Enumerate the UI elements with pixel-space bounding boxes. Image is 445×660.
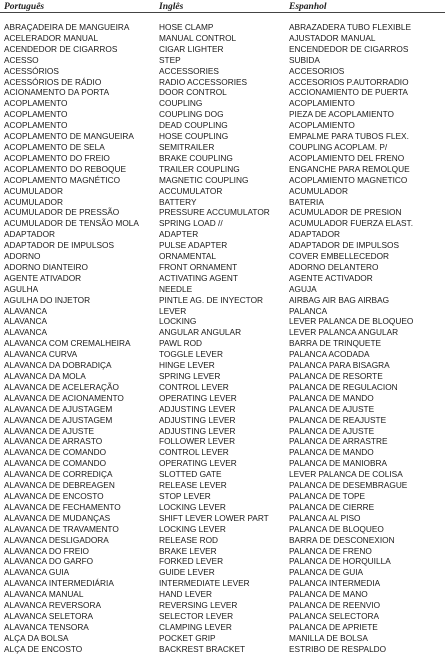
term-english: ADJUSTING LEVER bbox=[159, 425, 236, 436]
glossary-row bbox=[0, 186, 445, 197]
term-english: PULSE ADAPTER bbox=[159, 240, 228, 251]
term-english: ACTIVATING AGENT bbox=[159, 272, 238, 283]
glossary-row bbox=[0, 567, 445, 578]
term-english: CONTROL LEVER bbox=[159, 381, 229, 392]
term-spanish: PALANCA DE MANDO bbox=[289, 392, 374, 403]
term-portuguese: ACUMULADOR DE TENSÃO MOLA bbox=[4, 218, 139, 229]
term-spanish: LEVER PALANCA ANGULAR bbox=[289, 327, 399, 338]
term-portuguese: ALAVANCA MANUAL bbox=[4, 589, 84, 600]
term-portuguese: ALAVANCA DE AJUSTE bbox=[4, 425, 95, 436]
term-spanish: ACCIONAMIENTO DE PUERTA bbox=[289, 87, 408, 98]
term-portuguese: ALAVANCA INTERMEDIÁRIA bbox=[4, 578, 114, 589]
term-portuguese: ALAVANCA DO FREIO bbox=[4, 545, 89, 556]
glossary-row bbox=[0, 469, 445, 480]
glossary-row bbox=[0, 295, 445, 306]
term-portuguese: ALAVANCA bbox=[4, 316, 48, 327]
glossary-row bbox=[0, 382, 445, 393]
glossary-row bbox=[0, 349, 445, 360]
term-portuguese: ACOPLAMENTO bbox=[4, 98, 68, 109]
term-english: BRAKE COUPLING bbox=[159, 152, 233, 163]
term-english: TRAILER COUPLING bbox=[159, 163, 240, 174]
term-english: BRAKE LEVER bbox=[159, 545, 217, 556]
term-portuguese: AGULHA DO INJETOR bbox=[4, 294, 91, 305]
term-portuguese: ALAVANCA COM CREMALHEIRA bbox=[4, 338, 131, 349]
term-spanish: ACOPLAMIENTO MAGNETICO bbox=[289, 174, 408, 185]
term-english: PINTLE AG. DE INYECTOR bbox=[159, 294, 264, 305]
term-spanish: PALANCA DE GUIA bbox=[289, 567, 364, 578]
term-english: ACCUMULATOR bbox=[159, 185, 223, 196]
term-spanish: PALANCA DE MANIOBRA bbox=[289, 458, 388, 469]
header-portuguese: Português bbox=[4, 2, 45, 12]
glossary-row bbox=[0, 404, 445, 415]
term-portuguese: ALAVANCA DE MUDANÇAS bbox=[4, 512, 111, 523]
term-spanish: AGENTE ACTIVADOR bbox=[289, 272, 373, 283]
term-english: ANGULAR ANGULAR bbox=[159, 327, 242, 338]
term-spanish: AJUSTADOR MANUAL bbox=[289, 32, 376, 43]
term-english: FORKED LEVER bbox=[159, 556, 224, 567]
glossary-row bbox=[0, 426, 445, 437]
term-portuguese: ALAVANCA DE CORREDIÇA bbox=[4, 469, 113, 480]
term-spanish: PALANCA DE FRENO bbox=[289, 545, 372, 556]
header-english: Inglês bbox=[159, 2, 184, 12]
term-spanish: PALANCA DE BLOQUEO bbox=[289, 523, 384, 534]
term-english: FRONT ORNAMENT bbox=[159, 261, 238, 272]
glossary-row bbox=[0, 207, 445, 218]
term-portuguese: ACENDEDOR DE CIGARROS bbox=[4, 43, 118, 54]
term-english: ORNAMENTAL bbox=[159, 251, 217, 262]
glossary-row bbox=[0, 131, 445, 142]
term-portuguese: ADAPTADOR bbox=[4, 229, 56, 240]
term-spanish: ACOPLAMIENTO bbox=[289, 120, 355, 131]
term-portuguese: ADORNO DIANTEIRO bbox=[4, 261, 88, 272]
glossary-row bbox=[0, 33, 445, 44]
term-portuguese: ALÇA DA BOLSA bbox=[4, 632, 69, 643]
term-english: OPERATING LEVER bbox=[159, 392, 237, 403]
term-spanish: PALANCA DE REENVIO bbox=[289, 600, 381, 611]
term-spanish: PALANCA bbox=[289, 305, 328, 316]
term-spanish: MANILLA DE BOLSA bbox=[289, 632, 368, 643]
term-english: LOCKING LEVER bbox=[159, 523, 226, 534]
term-english: INTERMEDIATE LEVER bbox=[159, 578, 250, 589]
term-portuguese: ALAVANCA TENSORA bbox=[4, 621, 89, 632]
term-spanish: ESTRIBO DE RESPALDO bbox=[289, 643, 387, 654]
term-portuguese: ACUMULADOR bbox=[4, 185, 64, 196]
glossary-row bbox=[0, 633, 445, 644]
term-english: ADJUSTING LEVER bbox=[159, 414, 236, 425]
glossary-row bbox=[0, 436, 445, 447]
glossary-row bbox=[0, 502, 445, 513]
term-spanish: PALANCA DE AJUSTE bbox=[289, 425, 375, 436]
glossary-row bbox=[0, 120, 445, 131]
term-spanish: LEVER PALANCA DE BLOQUEO bbox=[289, 316, 414, 327]
glossary-row bbox=[0, 284, 445, 295]
term-spanish: PALANCA DE RESORTE bbox=[289, 371, 383, 381]
term-spanish: BARRA DE TRINQUETE bbox=[289, 338, 382, 349]
term-spanish: PALANCA DE MANO bbox=[289, 589, 368, 600]
term-english: SHIFT LEVER LOWER PART bbox=[159, 512, 269, 523]
glossary-row bbox=[0, 535, 445, 546]
term-portuguese: ACESSÓRIOS DE RÁDIO bbox=[4, 76, 102, 87]
term-spanish: ADAPTADOR bbox=[289, 229, 341, 240]
glossary-row bbox=[0, 218, 445, 229]
glossary-row bbox=[0, 327, 445, 338]
term-spanish: PIEZA DE ACOPLAMIENTO bbox=[289, 109, 394, 120]
term-portuguese: ALAVANCA DE COMANDO bbox=[4, 447, 107, 458]
term-english: OPERATING LEVER bbox=[159, 458, 237, 469]
term-english: SELECTOR LEVER bbox=[159, 610, 234, 621]
term-english: COUPLING DOG bbox=[159, 109, 224, 120]
term-spanish: ACUMULADOR DE PRESION bbox=[289, 207, 402, 218]
term-portuguese: ACOPLAMENTO DO REBOQUE bbox=[4, 163, 127, 174]
glossary-row bbox=[0, 513, 445, 524]
glossary-row bbox=[0, 316, 445, 327]
term-portuguese: ACOPLAMENTO DE MANGUEIRA bbox=[4, 131, 134, 142]
term-english: CIGAR LIGHTER bbox=[159, 43, 224, 54]
glossary-table bbox=[0, 22, 445, 655]
term-spanish: EMPALME PARA TUBOS FLEX. bbox=[289, 131, 409, 142]
term-spanish: PALANCA DE AJUSTE bbox=[289, 403, 375, 414]
term-english: RADIO ACCESSORIES bbox=[159, 76, 248, 87]
term-english: SEMITRAILER bbox=[159, 141, 215, 152]
glossary-row bbox=[0, 578, 445, 589]
term-english: RELEASE LEVER bbox=[159, 480, 227, 491]
term-spanish: PALANCA DE MANDO bbox=[289, 447, 374, 458]
glossary-row bbox=[0, 153, 445, 164]
glossary-row bbox=[0, 197, 445, 208]
glossary-row bbox=[0, 546, 445, 557]
term-english: BACKREST BRACKET bbox=[159, 643, 246, 654]
term-portuguese: ACELERADOR MANUAL bbox=[4, 32, 99, 43]
term-portuguese: ALAVANCA DE AJUSTAGEM bbox=[4, 403, 113, 414]
glossary-row bbox=[0, 480, 445, 491]
glossary-row bbox=[0, 87, 445, 98]
term-english: HINGE LEVER bbox=[159, 360, 215, 371]
term-spanish: ACCESORIOS bbox=[289, 65, 345, 76]
term-english: FOLLOWER LEVER bbox=[159, 436, 236, 447]
term-english: PRESSURE ACCUMULATOR bbox=[159, 207, 270, 218]
glossary-row bbox=[0, 98, 445, 109]
glossary-row bbox=[0, 306, 445, 317]
term-spanish: PALANCA DE TOPE bbox=[289, 490, 366, 501]
term-spanish: PALANCA DE REGULACION bbox=[289, 381, 398, 392]
glossary-row bbox=[0, 393, 445, 404]
glossary-row bbox=[0, 644, 445, 655]
term-english: LOCKING LEVER bbox=[159, 501, 226, 512]
term-portuguese: ALAVANCA DE DEBREAGEN bbox=[4, 480, 115, 491]
term-spanish: ACUMULADOR FUERZA ELAST. bbox=[289, 218, 414, 229]
term-portuguese: ACOPLAMENTO DE SELA bbox=[4, 141, 105, 152]
term-portuguese: AGULHA bbox=[4, 283, 39, 294]
term-english: MANUAL CONTROL bbox=[159, 32, 237, 43]
term-portuguese: ACESSO bbox=[4, 54, 39, 65]
glossary-row bbox=[0, 589, 445, 600]
term-portuguese: ALAVANCA DE AJUSTAGEM bbox=[4, 414, 113, 425]
term-english: CLAMPING LEVER bbox=[159, 621, 232, 632]
glossary-row bbox=[0, 458, 445, 469]
term-spanish: SUBIDA bbox=[289, 54, 320, 65]
glossary-row bbox=[0, 338, 445, 349]
term-portuguese: ALAVANCA DESLIGADORA bbox=[4, 534, 109, 545]
term-portuguese: ACOPLAMENTO DO FREIO bbox=[4, 152, 110, 163]
term-portuguese: ALAVANCA DE ENCOSTO bbox=[4, 490, 104, 501]
term-spanish: ENGANCHE PARA REMOLQUE bbox=[289, 163, 410, 174]
term-spanish: PALANCA AL PISO bbox=[289, 512, 361, 523]
glossary-row bbox=[0, 611, 445, 622]
term-english: ADJUSTING LEVER bbox=[159, 403, 236, 414]
glossary-row bbox=[0, 415, 445, 426]
term-portuguese: ALAVANCA bbox=[4, 327, 48, 338]
term-spanish: AIRBAG AIR BAG AIRBAG bbox=[289, 294, 390, 305]
glossary-row bbox=[0, 447, 445, 458]
term-spanish: ACUMULADOR bbox=[289, 185, 349, 196]
term-english: SPRING LOAD // bbox=[159, 218, 223, 229]
term-spanish: ENCENDEDOR DE CIGARROS bbox=[289, 43, 409, 54]
term-spanish: PALANCA SELECTORA bbox=[289, 610, 380, 621]
term-english: LOCKING bbox=[159, 316, 197, 327]
term-portuguese: ALAVANCA DA MOLA bbox=[4, 371, 86, 381]
glossary-row bbox=[0, 240, 445, 251]
glossary-row bbox=[0, 262, 445, 273]
term-english: SLOTTED GATE bbox=[159, 469, 222, 480]
term-portuguese: ACUMULADOR DE PRESSÃO bbox=[4, 207, 120, 218]
term-spanish: PALANCA INTERMEDIA bbox=[289, 578, 381, 589]
term-english: REVERSING LEVER bbox=[159, 600, 238, 611]
term-spanish: BATERIA bbox=[289, 196, 324, 207]
term-portuguese: ALAVANCA DA DOBRADIÇA bbox=[4, 360, 112, 371]
term-spanish: ADORNO DELANTERO bbox=[289, 261, 379, 272]
term-portuguese: ALAVANCA DE ACELERAÇÃO bbox=[4, 381, 119, 392]
term-english: HOSE COUPLING bbox=[159, 131, 229, 142]
term-spanish: ACCESORIOS P.AUTORRADIO bbox=[289, 76, 409, 87]
term-english: BATTERY bbox=[159, 196, 197, 207]
term-portuguese: ACUMULADOR bbox=[4, 196, 64, 207]
term-portuguese: ADORNO bbox=[4, 251, 41, 262]
glossary-row bbox=[0, 622, 445, 633]
term-english: PAWL ROD bbox=[159, 338, 203, 349]
term-portuguese: ALAVANCA DE COMANDO bbox=[4, 458, 107, 469]
term-spanish: ABRAZADERA TUBO FLEXIBLE bbox=[289, 22, 412, 32]
glossary-row bbox=[0, 524, 445, 535]
term-english: CONTROL LEVER bbox=[159, 447, 229, 458]
glossary-row bbox=[0, 251, 445, 262]
term-portuguese: ALÇA DE ENCOSTO bbox=[4, 643, 83, 654]
term-portuguese: ALAVANCA REVERSORA bbox=[4, 600, 101, 611]
glossary-row bbox=[0, 55, 445, 66]
term-portuguese: AGENTE ATIVADOR bbox=[4, 272, 82, 283]
term-portuguese: ADAPTADOR DE IMPULSOS bbox=[4, 240, 115, 251]
term-portuguese: ACOPLAMENTO bbox=[4, 120, 68, 131]
term-portuguese: ALAVANCA SELETORA bbox=[4, 610, 93, 621]
term-spanish: ADAPTADOR DE IMPULSOS bbox=[289, 240, 400, 251]
glossary-row bbox=[0, 77, 445, 88]
term-english: COUPLING bbox=[159, 98, 203, 109]
term-english: MAGNETIC COUPLING bbox=[159, 174, 249, 185]
term-english: GUIDE LEVER bbox=[159, 567, 215, 578]
term-english: STOP LEVER bbox=[159, 490, 211, 501]
glossary-row bbox=[0, 44, 445, 55]
glossary-row bbox=[0, 22, 445, 33]
term-portuguese: ALAVANCA DE FECHAMENTO bbox=[4, 501, 121, 512]
term-english: NEEDLE bbox=[159, 283, 193, 294]
header-spanish: Espanhol bbox=[289, 2, 327, 12]
term-spanish: LEVER PALANCA DE COLISA bbox=[289, 469, 403, 480]
term-spanish: BARRA DE DESCONEXION bbox=[289, 534, 395, 545]
term-spanish: ACOPLAMIENTO DEL FRENO bbox=[289, 152, 405, 163]
term-english: POCKET GRIP bbox=[159, 632, 216, 643]
glossary-row bbox=[0, 556, 445, 567]
glossary-row bbox=[0, 109, 445, 120]
term-english: STEP bbox=[159, 54, 181, 65]
term-english: DOOR CONTROL bbox=[159, 87, 227, 98]
glossary-row bbox=[0, 142, 445, 153]
term-spanish: PALANCA DE CIERRE bbox=[289, 501, 375, 512]
term-english: ADAPTER bbox=[159, 229, 199, 240]
term-spanish: ACOPLAMIENTO bbox=[289, 98, 355, 109]
term-spanish: PALANCA PARA BISAGRA bbox=[289, 360, 390, 371]
term-portuguese: ACIONAMENTO DA PORTA bbox=[4, 87, 110, 98]
term-english: HOSE CLAMP bbox=[159, 22, 214, 32]
term-spanish: COUPLING ACOPLAM. P/ bbox=[289, 141, 388, 152]
term-portuguese: ACOPLAMENTO MAGNÉTICO bbox=[4, 174, 121, 185]
glossary-row bbox=[0, 360, 445, 371]
term-spanish: PALANCA ACODADA bbox=[289, 349, 370, 360]
glossary-row bbox=[0, 229, 445, 240]
glossary-row bbox=[0, 371, 445, 382]
term-english: HAND LEVER bbox=[159, 589, 213, 600]
term-english: TOGGLE LEVER bbox=[159, 349, 223, 360]
term-english: DEAD COUPLING bbox=[159, 120, 228, 131]
term-portuguese: ABRAÇADEIRA DE MANGUEIRA bbox=[4, 22, 130, 32]
term-spanish: PALANCA DE ARRASTRE bbox=[289, 436, 388, 447]
term-spanish: PALANCA DE APRIETE bbox=[289, 621, 378, 632]
glossary-row bbox=[0, 600, 445, 611]
term-portuguese: ALAVANCA CURVA bbox=[4, 349, 78, 360]
term-portuguese: ALAVANCA DE TRAVAMENTO bbox=[4, 523, 119, 534]
term-portuguese: ALAVANCA DE ACIONAMENTO bbox=[4, 392, 124, 403]
header-divider bbox=[0, 12, 445, 13]
term-portuguese: ALAVANCA DE ARRASTO bbox=[4, 436, 103, 447]
term-english: LEVER bbox=[159, 305, 187, 316]
term-english: ACCESSORIES bbox=[159, 65, 219, 76]
term-spanish: PALANCA DE DESEMBRAGUE bbox=[289, 480, 408, 491]
glossary-row bbox=[0, 491, 445, 502]
term-portuguese: ALAVANCA DO GARFO bbox=[4, 556, 94, 567]
glossary-row bbox=[0, 175, 445, 186]
term-english: SPRING LEVER bbox=[159, 371, 221, 381]
term-portuguese: ACESSÓRIOS bbox=[4, 65, 59, 76]
term-spanish: COVER EMBELLECEDOR bbox=[289, 251, 390, 262]
term-portuguese: ACOPLAMENTO bbox=[4, 109, 68, 120]
term-spanish: PALANCA DE REAJUSTE bbox=[289, 414, 387, 425]
term-english: RELEASE ROD bbox=[159, 534, 219, 545]
term-portuguese: ALAVANCA GUIA bbox=[4, 567, 70, 578]
glossary-row bbox=[0, 66, 445, 77]
term-portuguese: ALAVANCA bbox=[4, 305, 48, 316]
term-spanish: AGUJA bbox=[289, 283, 317, 294]
glossary-row bbox=[0, 164, 445, 175]
term-spanish: PALANCA DE HORQUILLA bbox=[289, 556, 391, 567]
glossary-row bbox=[0, 273, 445, 284]
